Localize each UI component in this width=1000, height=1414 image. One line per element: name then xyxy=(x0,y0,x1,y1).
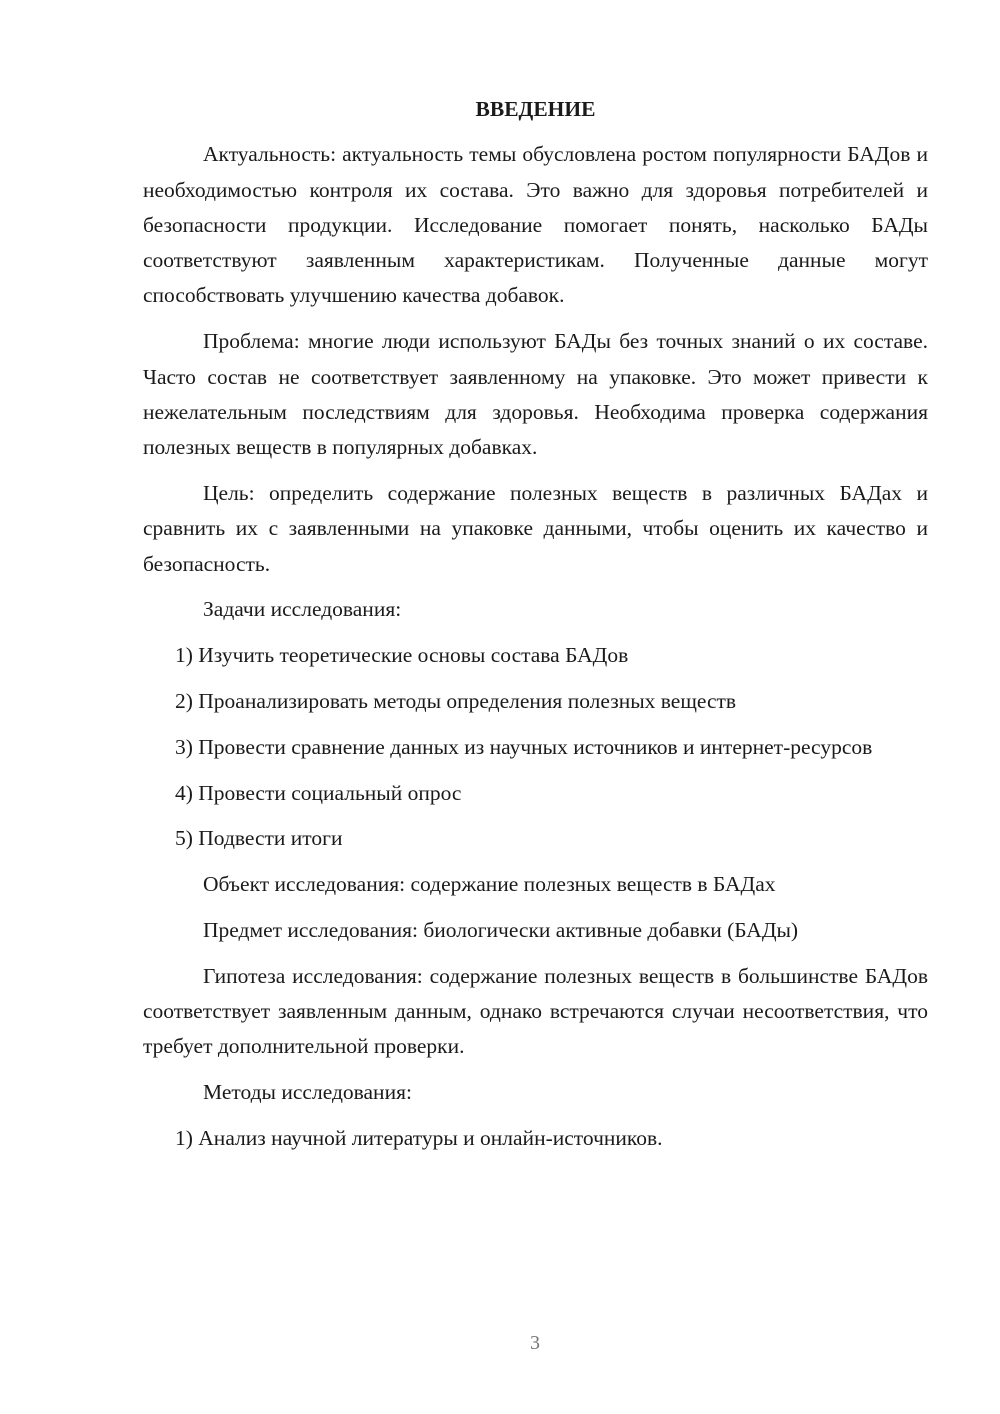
paragraph-tasks-heading: Задачи исследования: xyxy=(203,597,402,622)
paragraph-relevance: Актуальность: актуальность темы обусловлена ростом популярности БАДов и необходимостью контроля их состава. Это важно для здоровья потребителей и безопасности продукции. Исследование помогает понять, насколько БАДы соответствуют заявленным характеристикам. Полученные данные могут способствовать улучшению качества добавок. xyxy=(143,142,928,308)
task-item-5: 5) Подвести итоги xyxy=(175,826,343,851)
section-title: ВВЕДЕНИЕ xyxy=(475,97,596,121)
page-number: 3 xyxy=(530,1332,540,1354)
paragraph-problem: Проблема: многие люди используют БАДы без точных знаний о их составе. Часто состав не соответствует заявленному на упаковке. Это может привести к нежелательным последствиям для здоровья. Необходима проверка содержания полезных веществ в популярных добавках. xyxy=(143,329,928,460)
task-item-1: 1) Изучить теоретические основы состава БАДов xyxy=(175,643,629,668)
paragraph-methods-heading: Методы исследования: xyxy=(203,1080,412,1105)
paragraph-goal: Цель: определить содержание полезных веществ в различных БАДах и сравнить их с заявленными на упаковке данными, чтобы оценить их качество и безопасность. xyxy=(143,480,928,576)
method-item-1: 1) Анализ научной литературы и онлайн-источников. xyxy=(175,1125,663,1150)
task-item-2: 2) Проанализировать методы определения полезных веществ xyxy=(175,688,737,713)
task-item-3: 3) Провести сравнение данных из научных источников и интернет-ресурсов xyxy=(175,734,873,759)
paragraph-hypothesis: Гипотеза исследования: содержание полезных веществ в большинстве БАДов соответствует заявленным данным, однако встречаются случаи несоответствия, что требует дополнительной проверки. xyxy=(143,963,928,1059)
paragraph-subject: Предмет исследования: биологически активные добавки (БАДы) xyxy=(203,917,799,942)
document-page xyxy=(143,92,928,1167)
task-item-4: 4) Провести социальный опрос xyxy=(175,780,462,805)
paragraph-object: Объект исследования: содержание полезных веществ в БАДах xyxy=(203,872,776,897)
